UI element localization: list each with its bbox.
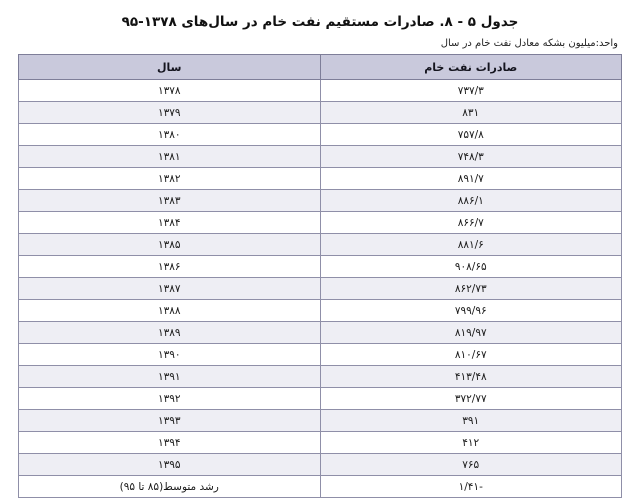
cell-year: ۱۳۸۵ bbox=[19, 234, 321, 256]
cell-year: ۱۳۸۱ bbox=[19, 146, 321, 168]
cell-exports: ۸۱۰/۶۷ bbox=[320, 344, 622, 366]
table-row bbox=[19, 102, 622, 124]
cell-year: ۱۳۹۱ bbox=[19, 366, 321, 388]
cell-year: ۱۳۹۳ bbox=[19, 410, 321, 432]
cell-exports: ۸۸۶/۱ bbox=[320, 190, 622, 212]
table-row bbox=[19, 80, 622, 102]
unit-note: واحد:میلیون بشکه معادل نفت خام در سال bbox=[440, 38, 618, 49]
cell-exports: ۴۱۲ bbox=[320, 432, 622, 454]
cell-exports: ۷۶۵ bbox=[320, 454, 622, 476]
cell-year: ۱۳۸۲ bbox=[19, 168, 321, 190]
cell-exports: ۷۳۷/۳ bbox=[320, 80, 622, 102]
cell-year: ۱۳۹۲ bbox=[19, 388, 321, 410]
cell-year: ۱۳۸۷ bbox=[19, 278, 321, 300]
oil-exports-table bbox=[18, 54, 622, 498]
table-row bbox=[19, 190, 622, 212]
cell-year: ۱۳۸۰ bbox=[19, 124, 321, 146]
table-header bbox=[19, 55, 622, 80]
table-summary-row bbox=[19, 476, 622, 498]
table-header-row bbox=[19, 55, 622, 80]
cell-exports: ۸۶۲/۷۳ bbox=[320, 278, 622, 300]
table-row bbox=[19, 322, 622, 344]
cell-exports: ۸۳۱ bbox=[320, 102, 622, 124]
cell-exports: ۸۸۱/۶ bbox=[320, 234, 622, 256]
table-row bbox=[19, 432, 622, 454]
table-row bbox=[19, 168, 622, 190]
column-header-exports: صادرات نفت خام bbox=[320, 55, 622, 80]
table-row bbox=[19, 212, 622, 234]
table-row bbox=[19, 344, 622, 366]
table-body bbox=[19, 80, 622, 498]
cell-exports: ۳۹۱ bbox=[320, 410, 622, 432]
cell-exports: ۷۹۹/۹۶ bbox=[320, 300, 622, 322]
cell-exports: ۹۰۸/۶۵ bbox=[320, 256, 622, 278]
cell-year: ۱۳۸۶ bbox=[19, 256, 321, 278]
table-row bbox=[19, 300, 622, 322]
cell-year: ۱۳۹۰ bbox=[19, 344, 321, 366]
cell-exports: ۷۴۸/۳ bbox=[320, 146, 622, 168]
cell-exports: ۸۶۶/۷ bbox=[320, 212, 622, 234]
cell-exports: ۷۵۷/۸ bbox=[320, 124, 622, 146]
table-row bbox=[19, 256, 622, 278]
table-row bbox=[19, 410, 622, 432]
table-row bbox=[19, 146, 622, 168]
cell-exports: ۸۱۹/۹۷ bbox=[320, 322, 622, 344]
cell-exports: ۴۱۳/۴۸ bbox=[320, 366, 622, 388]
cell-year: ۱۳۸۳ bbox=[19, 190, 321, 212]
cell-year: ۱۳۸۹ bbox=[19, 322, 321, 344]
cell-summary-label: رشد متوسط(۸۵ تا ۹۵) bbox=[19, 476, 321, 498]
table-row bbox=[19, 366, 622, 388]
table-row bbox=[19, 278, 622, 300]
cell-exports: ۸۹۱/۷ bbox=[320, 168, 622, 190]
column-header-year: سال bbox=[19, 55, 321, 80]
cell-year: ۱۳۸۸ bbox=[19, 300, 321, 322]
table-row bbox=[19, 388, 622, 410]
cell-year: ۱۳۸۴ bbox=[19, 212, 321, 234]
table-row bbox=[19, 234, 622, 256]
cell-year: ۱۳۷۸ bbox=[19, 80, 321, 102]
table-row bbox=[19, 454, 622, 476]
cell-year: ۱۳۷۹ bbox=[19, 102, 321, 124]
cell-summary-exports: -۱/۴۱ bbox=[320, 476, 622, 498]
table-row bbox=[19, 124, 622, 146]
cell-year: ۱۳۹۴ bbox=[19, 432, 321, 454]
page-title: جدول ۵ - ۸. صادرات مستقیم نفت خام در سال‌های ۱۳۷۸-۹۵ bbox=[121, 14, 519, 30]
cell-exports: ۳۷۲/۷۷ bbox=[320, 388, 622, 410]
cell-year: ۱۳۹۵ bbox=[19, 454, 321, 476]
